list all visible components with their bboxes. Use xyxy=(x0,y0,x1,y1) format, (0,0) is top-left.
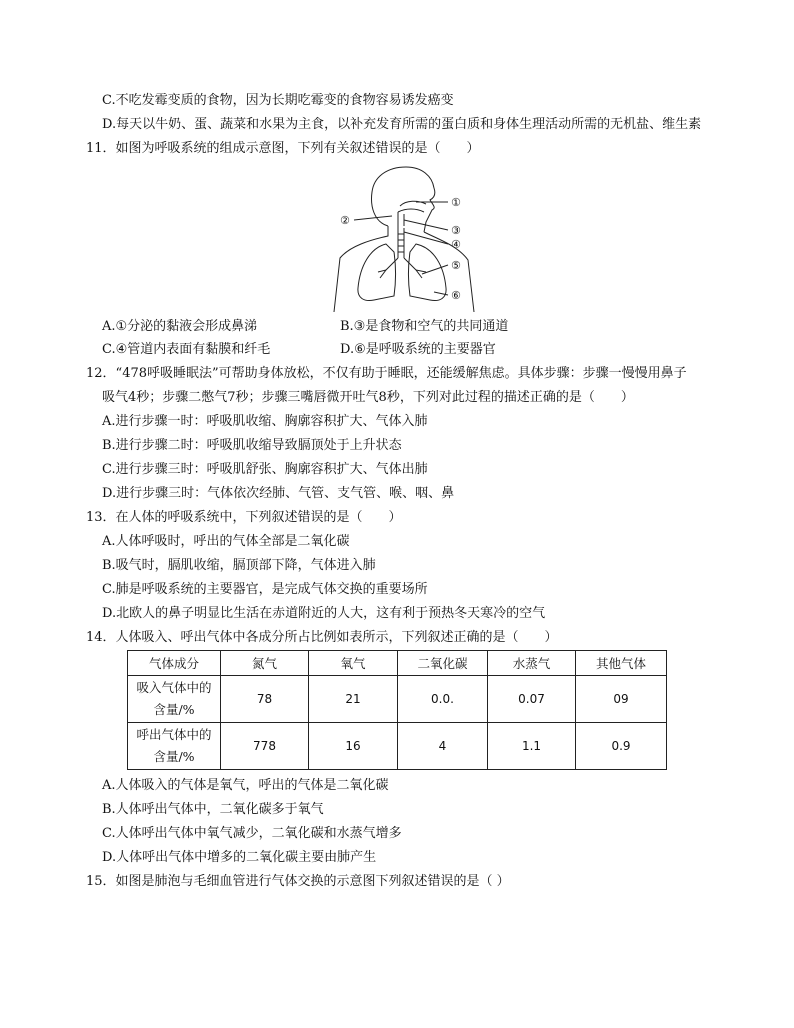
table-cell: 21 xyxy=(309,676,398,723)
table-header-cell: 二氧化碳 xyxy=(398,651,488,676)
q14-option-c: C.人体呼出气体中氧气减少，二氧化碳和水蒸气增多 xyxy=(102,826,402,841)
q13-option-c: C.肺是呼吸系统的主要器官，是完成气体交换的重要场所 xyxy=(102,582,428,597)
q14-stem: 14．人体吸入、呼出气体中各成分所占比例如表所示，下列叙述正确的是（ ） xyxy=(86,630,558,645)
q10-option-d: D.每天以牛奶、蛋、蔬菜和水果为主食，以补充发育所需的蛋白质和身体生理活动所需的无机盐、维生素 xyxy=(102,117,702,132)
table-cell: 09 xyxy=(576,676,667,723)
table-header-cell: 其他气体 xyxy=(576,651,667,676)
table-row-label xyxy=(128,676,221,723)
respiratory-system-diagram xyxy=(330,162,480,312)
diagram-label-3: ③ xyxy=(451,224,461,237)
q11-option-d: D.⑥是呼吸系统的主要器官 xyxy=(340,342,496,357)
gas-composition-table xyxy=(127,650,667,770)
table-cell: 0.9 xyxy=(576,723,667,770)
q12-option-c: C.进行步骤三时：呼吸肌舒张、胸廓容积扩大、气体出肺 xyxy=(102,462,428,477)
q12-stem-line1: 12．“478呼吸睡眠法”可帮助身体放松，不仅有助于睡眠，还能缓解焦虑。具体步骤：步骤一慢慢用鼻子 xyxy=(86,366,687,381)
table-cell: 1.1 xyxy=(488,723,576,770)
q11-option-b: B.③是食物和空气的共同通道 xyxy=(340,319,509,334)
table-cell: 16 xyxy=(309,723,398,770)
table-row xyxy=(128,723,667,770)
q11-option-a: A.①分泌的黏液会形成鼻涕 xyxy=(102,319,258,334)
table-cell: 0.0. xyxy=(398,676,488,723)
q11-stem: 11．如图为呼吸系统的组成示意图，下列有关叙述错误的是（ ） xyxy=(86,141,480,156)
q14-option-d: D.人体呼出气体中增多的二氧化碳主要由肺产生 xyxy=(102,850,377,865)
q13-stem: 13．在人体的呼吸系统中，下列叙述错误的是（ ） xyxy=(86,510,402,525)
q12-option-d: D.进行步骤三时：气体依次经肺、气管、支气管、喉、咽、鼻 xyxy=(102,486,455,501)
q14-option-a: A.人体吸入的气体是氧气，呼出的气体是二氧化碳 xyxy=(102,778,389,793)
table-cell: 4 xyxy=(398,723,488,770)
table-header-cell: 气体成分 xyxy=(128,651,221,676)
table-header-row xyxy=(128,651,667,676)
q12-option-b: B.进行步骤二时：呼吸肌收缩导致膈顶处于上升状态 xyxy=(102,438,402,453)
row-label-line: 含量/% xyxy=(153,702,195,717)
row-label-line: 吸入气体中的 xyxy=(136,680,212,695)
q12-option-a: A.进行步骤一时：呼吸肌收缩、胸廓容积扩大、气体入肺 xyxy=(102,414,428,429)
table-header-cell: 氧气 xyxy=(309,651,398,676)
q14-option-b: B.人体呼出气体中，二氧化碳多于氧气 xyxy=(102,802,324,817)
diagram-label-6: ⑥ xyxy=(451,289,461,302)
row-label-line: 含量/% xyxy=(153,749,195,764)
diagram-label-1: ① xyxy=(451,196,461,209)
q11-option-c: C.④管道内表面有黏膜和纤毛 xyxy=(102,342,271,357)
diagram-label-5: ⑤ xyxy=(451,259,461,272)
table-cell: 778 xyxy=(221,723,309,770)
q12-stem-line2: 吸气4秒；步骤二憋气7秒；步骤三嘴唇微开吐气8秒，下列对此过程的描述正确的是（ ） xyxy=(102,390,634,405)
q13-option-d: D.北欧人的鼻子明显比生活在赤道附近的人大，这有利于预热冬天寒冷的空气 xyxy=(102,606,546,621)
q15-stem: 15．如图是肺泡与毛细血管进行气体交换的示意图下列叙述错误的是（ ） xyxy=(86,874,510,889)
q10-option-c: C.不吃发霉变质的食物，因为长期吃霉变的食物容易诱发癌变 xyxy=(102,93,454,108)
table-header-cell: 水蒸气 xyxy=(488,651,576,676)
row-label-line: 呼出气体中的 xyxy=(136,727,212,742)
diagram-label-4: ④ xyxy=(451,238,461,251)
diagram-label-2: ② xyxy=(340,214,350,227)
q13-option-a: A.人体呼吸时，呼出的气体全部是二氧化碳 xyxy=(102,534,350,549)
table-row-label xyxy=(128,723,221,770)
table-cell: 0.07 xyxy=(488,676,576,723)
q13-option-b: B.吸气时，膈肌收缩，膈顶部下降，气体进入肺 xyxy=(102,558,376,573)
table-header-cell: 氮气 xyxy=(221,651,309,676)
table-cell: 78 xyxy=(221,676,309,723)
table-row xyxy=(128,676,667,723)
